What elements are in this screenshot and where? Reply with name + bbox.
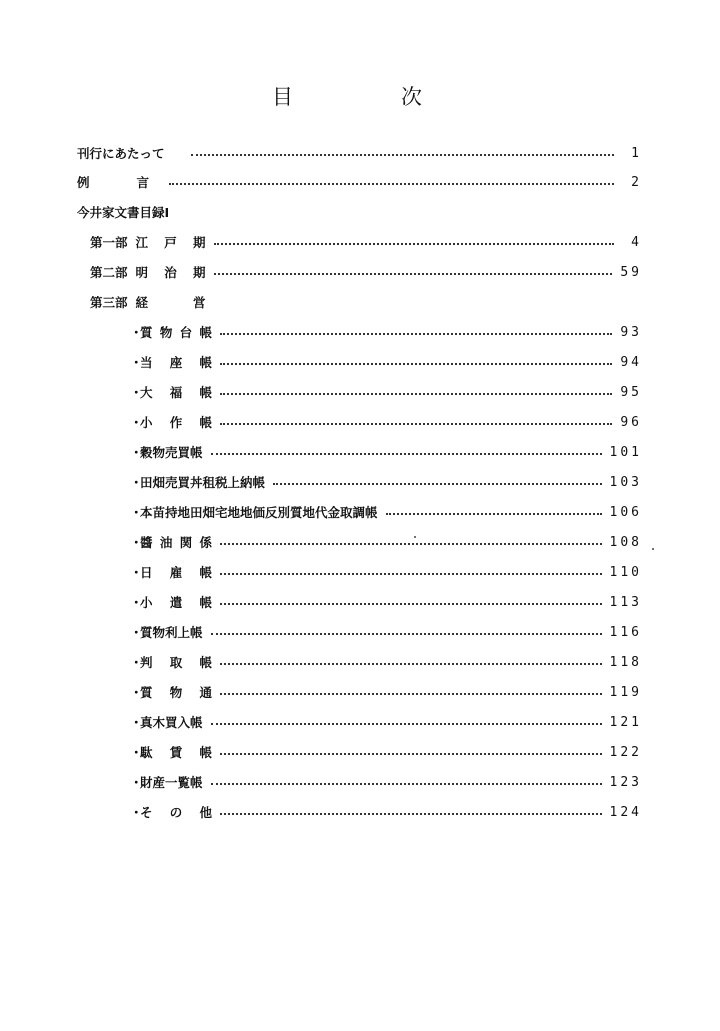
toc-page-number: 1: [631, 145, 642, 161]
label-char: 台: [179, 325, 193, 340]
toc-page-number: 124: [609, 804, 642, 820]
title-char-2: 次: [401, 85, 422, 109]
label-char: 帳: [199, 385, 212, 400]
toc-page-number: 113: [609, 594, 642, 610]
title-char-1: 目: [272, 85, 293, 109]
toc-entry-section[interactable]: [130, 382, 642, 402]
dot-leader: [211, 783, 602, 785]
catalog-heading-text: 今井家文書目録Ⅰ: [77, 205, 170, 220]
bullet: ・: [130, 685, 143, 700]
dot-leader: [191, 154, 614, 156]
label-char: 作: [169, 415, 183, 430]
dot-leader: [220, 543, 602, 545]
label-char: そ: [140, 805, 153, 820]
toc-page-number: 94: [620, 354, 642, 370]
toc-entry-section[interactable]: [130, 712, 642, 732]
label-char: 経: [135, 295, 149, 310]
toc-entry-label: [136, 293, 206, 311]
dot-leader: [220, 573, 602, 575]
bullet: ・: [130, 655, 143, 670]
label-char: 日: [140, 565, 153, 580]
label-char: 質: [140, 685, 153, 700]
toc-page-number: 122: [609, 744, 642, 760]
toc-entry-section[interactable]: [130, 442, 642, 462]
label-char: 戸: [164, 235, 177, 250]
toc-entry-label: [140, 593, 212, 611]
bullet: ・: [130, 715, 143, 730]
label-char: 明: [135, 265, 149, 280]
toc-entry-section[interactable]: [130, 652, 642, 672]
toc-entry-part-2[interactable]: [90, 262, 642, 282]
label-char: 小: [140, 415, 153, 430]
toc-entry-label: 財産一覧帳: [140, 775, 203, 790]
label-char: 物: [169, 685, 183, 700]
toc-entry-label: [140, 743, 212, 761]
dot-leader: [220, 663, 602, 665]
dot-leader: [220, 423, 612, 425]
toc-page-number: 106: [609, 504, 642, 520]
label-char: 取: [169, 655, 183, 670]
label-char: 油: [159, 535, 173, 550]
label-char: 帳: [199, 655, 212, 670]
toc-entry-section[interactable]: [130, 682, 642, 702]
toc-entry-section[interactable]: [130, 472, 642, 492]
toc-page-number: 121: [609, 714, 642, 730]
toc-entry-section[interactable]: [130, 592, 642, 612]
toc-entry-part-1[interactable]: [90, 232, 642, 252]
dot-leader: [220, 393, 612, 395]
toc-page-number: 59: [620, 264, 642, 280]
toc-entry-section[interactable]: [130, 802, 642, 822]
label-char: 醬: [140, 535, 153, 550]
toc-page-number: 103: [609, 474, 642, 490]
bullet: ・: [130, 505, 143, 520]
bullet: ・: [130, 625, 143, 640]
toc-entry-label: 田畑売買丼租税上納帳: [140, 475, 266, 490]
bullet: ・: [130, 415, 143, 430]
label-char: 帳: [199, 745, 212, 760]
label-char: 帳: [199, 355, 212, 370]
dot-leader: [220, 693, 602, 695]
toc-page-number: 2: [631, 174, 642, 190]
dot-leader: [211, 633, 602, 635]
bullet: ・: [130, 475, 143, 490]
bullet: ・: [130, 805, 143, 820]
toc-entry-label: [136, 233, 206, 251]
bullet: ・: [130, 535, 143, 550]
toc-entry-explanatory-notes[interactable]: [77, 172, 642, 192]
toc-entry-section[interactable]: [130, 352, 642, 372]
label-char: 福: [169, 385, 183, 400]
label-char: 江: [135, 235, 149, 250]
dot-leader: [386, 513, 602, 515]
toc-entry-label: [140, 383, 212, 401]
toc-page-number: 93: [620, 324, 642, 340]
label-char: 治: [164, 265, 177, 280]
toc-entry-label: 本苗持地田畑宅地地価反別質地代金取調帳: [140, 505, 378, 520]
toc-entry-label: 質物利上帳: [140, 625, 203, 640]
label-char: 雇: [169, 565, 183, 580]
toc-entry-label: [140, 323, 212, 341]
toc-page-number: 110: [609, 564, 642, 580]
label-char: 座: [169, 355, 183, 370]
catalog-heading: [77, 202, 169, 222]
toc-page-number: 4: [631, 234, 642, 250]
toc-page-number: 101: [609, 444, 642, 460]
label-char: 通: [199, 685, 212, 700]
toc-entry-label: 刊行にあたって: [77, 146, 165, 161]
bullet: ・: [130, 565, 143, 580]
bullet: ・: [130, 355, 143, 370]
toc-entry-part-3[interactable]: [90, 292, 206, 312]
bullet: ・: [130, 385, 143, 400]
dot-leader: [169, 183, 614, 185]
label-char: 帳: [199, 595, 212, 610]
label-char: 期: [192, 265, 206, 280]
label-char: 例: [77, 175, 90, 190]
toc-page-number: 96: [620, 414, 642, 430]
label-char: 遣: [169, 595, 183, 610]
toc-entry-section[interactable]: [130, 502, 642, 522]
dot-leader: [214, 273, 613, 275]
label-char: 質: [140, 325, 153, 340]
dot-leader: [211, 723, 602, 725]
scan-speck: [414, 536, 416, 538]
part-number: 第一部: [90, 235, 128, 250]
dot-leader: [220, 603, 602, 605]
toc-entry-section[interactable]: [130, 322, 642, 342]
scan-speck: [652, 548, 654, 550]
toc-entry-label: 穀物売買帳: [140, 445, 203, 460]
toc-entry-label: [140, 533, 212, 551]
toc-page-number: 95: [620, 384, 642, 400]
label-char: 他: [199, 805, 212, 820]
toc-entry-label: [140, 563, 212, 581]
toc-page-number: 116: [609, 624, 642, 640]
label-char: 帳: [199, 415, 212, 430]
bullet: ・: [130, 745, 143, 760]
label-char: 駄: [140, 745, 153, 760]
toc-entry-section[interactable]: [130, 562, 642, 582]
dot-leader: [220, 363, 612, 365]
toc-entry-section[interactable]: [130, 742, 642, 762]
dot-leader: [220, 813, 602, 815]
toc-entry-label: [140, 413, 212, 431]
toc-entry-label: [140, 353, 212, 371]
toc-entry-label: [140, 683, 212, 701]
label-char: 帳: [199, 565, 212, 580]
label-char: 係: [199, 535, 212, 550]
label-char: 賃: [169, 745, 183, 760]
toc-entry-section[interactable]: [130, 532, 642, 552]
label-char: 営: [193, 295, 206, 310]
label-char: 大: [140, 385, 153, 400]
toc-entry-section[interactable]: [130, 622, 642, 642]
toc-entry-label: 真木買入帳: [140, 715, 203, 730]
bullet: ・: [130, 595, 143, 610]
label-char: 当: [140, 355, 153, 370]
bullet: ・: [130, 775, 143, 790]
toc-page-number: 119: [609, 684, 642, 700]
bullet: ・: [130, 445, 143, 460]
toc-entry-label: [140, 803, 212, 821]
toc-page-number: 108: [609, 534, 642, 550]
toc-entry-label: [136, 263, 206, 281]
bullet: ・: [130, 325, 143, 340]
dot-leader: [214, 243, 614, 245]
label-char: 言: [136, 175, 149, 190]
dot-leader: [220, 753, 602, 755]
dot-leader: [211, 453, 602, 455]
toc-entry-section[interactable]: [130, 412, 642, 432]
part-number: 第三部: [90, 295, 128, 310]
label-char: 判: [140, 655, 153, 670]
label-char: 小: [140, 595, 153, 610]
toc-entry-foreword[interactable]: [77, 143, 642, 163]
label-char: 帳: [199, 325, 212, 340]
toc-entry-section[interactable]: [130, 772, 642, 792]
part-number: 第二部: [90, 265, 128, 280]
toc-page-number: 123: [609, 774, 642, 790]
label-char: 物: [159, 325, 173, 340]
label-char: 期: [192, 235, 206, 250]
toc-page-number: 118: [609, 654, 642, 670]
page-title: [272, 81, 422, 109]
toc-entry-label: [140, 653, 212, 671]
label-char: 関: [179, 535, 193, 550]
toc-entry-label: [77, 173, 149, 191]
label-char: の: [169, 805, 183, 820]
dot-leader: [273, 483, 602, 485]
dot-leader: [220, 333, 612, 335]
